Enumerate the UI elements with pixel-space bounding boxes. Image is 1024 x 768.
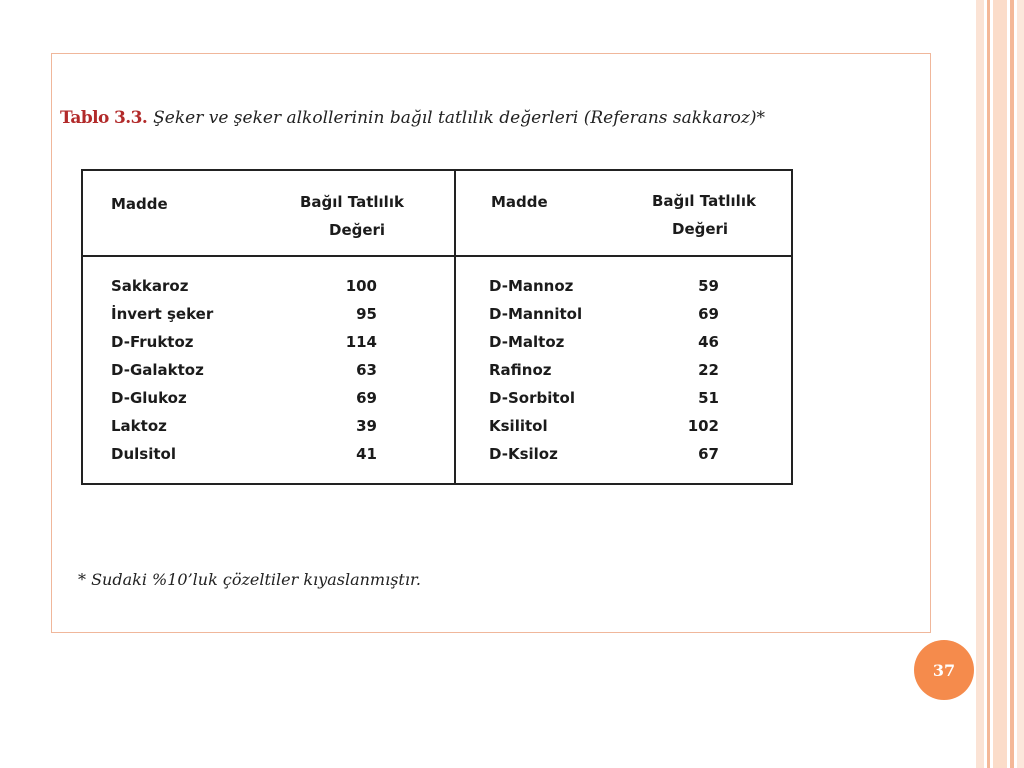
table-cell-value: 95: [356, 305, 377, 323]
table-cell-substance: İnvert şeker: [111, 305, 214, 323]
table-caption: [60, 108, 765, 128]
table-cell-substance: D-Sorbitol: [489, 389, 575, 407]
table-cell-value: 59: [698, 277, 719, 295]
table-cell-substance: D-Maltoz: [489, 333, 565, 351]
page-number: 37: [932, 660, 956, 680]
table-cell-substance: D-Ksiloz: [489, 445, 558, 463]
caption-text: Şeker ve şeker alkollerinin bağıl tatlılık değerleri (Referans sakkaroz)*: [153, 108, 765, 128]
table-cell-substance: Ksilitol: [489, 417, 548, 435]
table-cell-substance: D-Galaktoz: [111, 361, 204, 379]
table-cell-substance: Dulsitol: [111, 445, 176, 463]
table-cell-value: 39: [356, 417, 377, 435]
footnote: * Sudaki %10’luk çözeltiler kıyaslanmıştır.: [78, 570, 421, 589]
table-cell-substance: D-Glukoz: [111, 389, 187, 407]
caption-label: Tablo 3.3.: [60, 108, 148, 128]
table-cell-value: 69: [356, 389, 377, 407]
table-cell-value: 102: [687, 417, 719, 435]
table-cell-value: 69: [698, 305, 719, 323]
table-cell-value: 51: [698, 389, 719, 407]
table-cell-substance: D-Mannitol: [489, 305, 583, 323]
header-right-value-line1: Bağıl Tatlılık: [652, 192, 756, 210]
header-right-substance: Madde: [491, 193, 548, 211]
table-cell-value: 67: [698, 445, 719, 463]
table-cell-substance: D-Mannoz: [489, 277, 574, 295]
header-left-value-line1: Bağıl Tatlılık: [300, 193, 404, 211]
table-cell-substance: D-Fruktoz: [111, 333, 194, 351]
table-cell-substance: Laktoz: [111, 417, 167, 435]
table-cell-value: 41: [356, 445, 377, 463]
table-cell-substance: Sakkaroz: [111, 277, 189, 295]
table-cell-value: 22: [698, 361, 719, 379]
table-header-divider: [83, 255, 791, 257]
table-column-divider: [454, 171, 456, 483]
table-cell-value: 100: [345, 277, 377, 295]
decorative-side-stripes: [974, 0, 1024, 768]
table-cell-value: 114: [345, 333, 377, 351]
table-cell-value: 63: [356, 361, 377, 379]
page-number-badge: [914, 640, 974, 700]
sweetness-table: [81, 169, 793, 485]
header-left-substance: Madde: [111, 195, 168, 213]
header-right-value-line2: Değeri: [672, 220, 729, 238]
table-cell-value: 46: [698, 333, 719, 351]
header-left-value-line2: Değeri: [329, 221, 386, 239]
table-cell-substance: Rafinoz: [489, 361, 552, 379]
